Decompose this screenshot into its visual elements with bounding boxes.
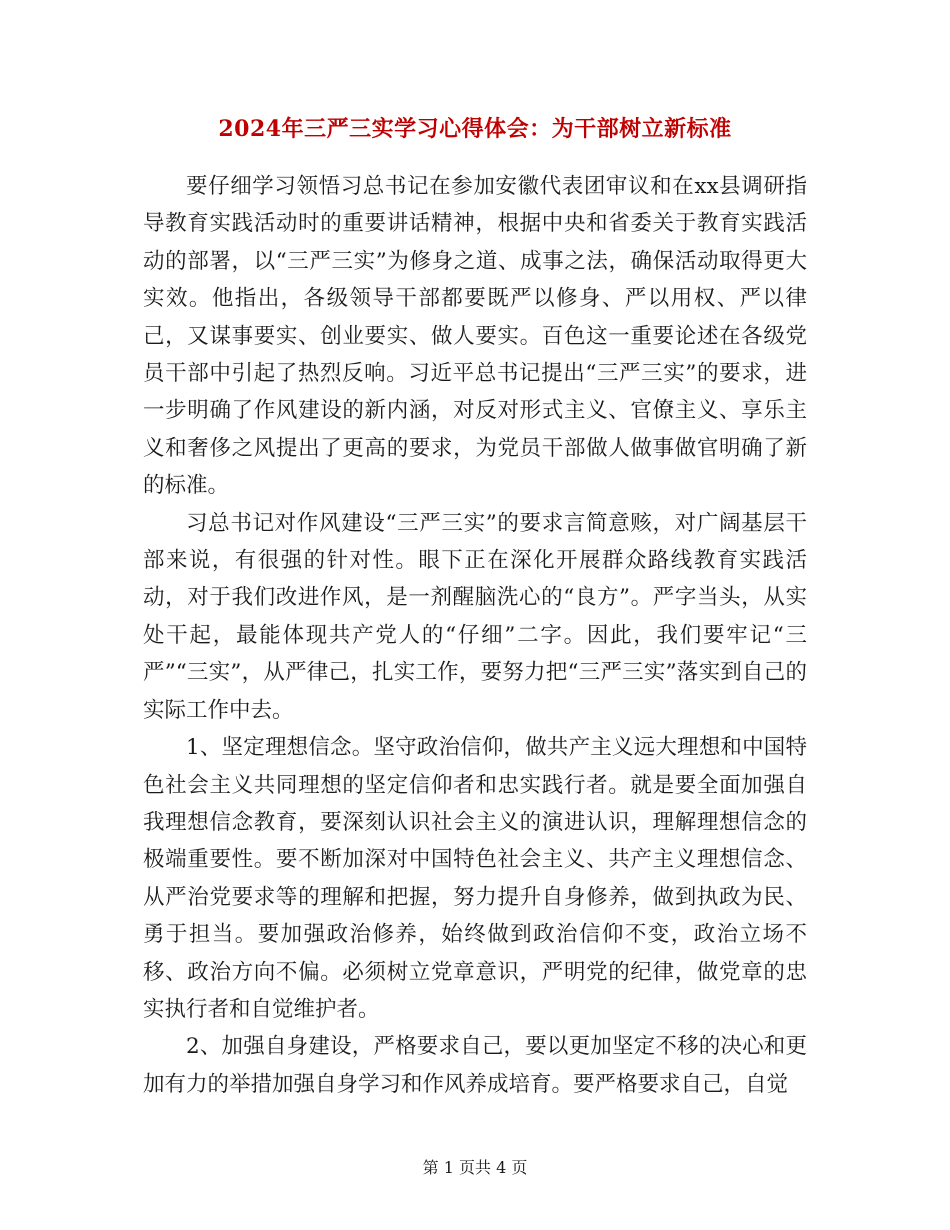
paragraph-1: 要仔细学习领悟习总书记在参加安徽代表团审议和在xx县调研指导教育实践活动时的重要讲话精神，根据中央和省委关于教育实践活动的部署，以“三严三实”为修身之道、成事之法，确保活动取得更大实效。他指出，各级领导干部都要既严以修身、严以用权、严以律己，又谋事要实、创业要实、做人要实。百色这一重要论述在各级党员干部中引起了热烈反响。习近平总书记提出“三严三实”的要求，进一步明确了作风建设的新内涵，对反对形式主义、官僚主义、享乐主义和奢侈之风提出了更高的要求，为党员干部做人做事做官明确了新的标准。 <box>143 174 807 499</box>
paragraph-2: 习总书记对作风建设“三严三实”的要求言简意赅，对广阔基层干部来说，有很强的针对性。眼下正在深化开展群众路线教育实践活动，对于我们改进作风，是一剂醒脑洗心的“良方”。严字当头，从实处干起，最能体现共产党人的“仔细”二字。因此，我们要牢记“三严”“三实”，从严律己，扎实工作，要努力把“三严三实”落实到自己的实际工作中去。 <box>143 510 807 723</box>
paragraph-4: 2、加强自身建设，严格要求自己，要以更加坚定不移的决心和更加有力的举措加强自身学习和作风养成培育。要严格要求自己，自觉 <box>143 1034 807 1097</box>
paragraph-3: 1、坚定理想信念。坚守政治信仰，做共产主义远大理想和中国特色社会主义共同理想的坚定信仰者和忠实践行者。就是要全面加强自我理想信念教育，要深刻认识社会主义的演进认识，理解理想信念的极端重要性。要不断加深对中国特色社会主义、共产主义理想信念、从严治党要求等的理解和把握，努力提升自身修养，做到执政为民、勇于担当。要加强政治修养，始终做到政治信仰不变，政治立场不移、政治方向不偏。必须树立党章意识，严明党的纪律，做党章的忠实执行者和自觉维护者。 <box>143 735 807 1022</box>
page-title: 2024年三严三实学习心得体会：为干部树立新标准 <box>218 116 732 142</box>
document-body <box>143 168 807 1103</box>
page-footer: 第 1 页共 4 页 <box>422 1158 528 1177</box>
